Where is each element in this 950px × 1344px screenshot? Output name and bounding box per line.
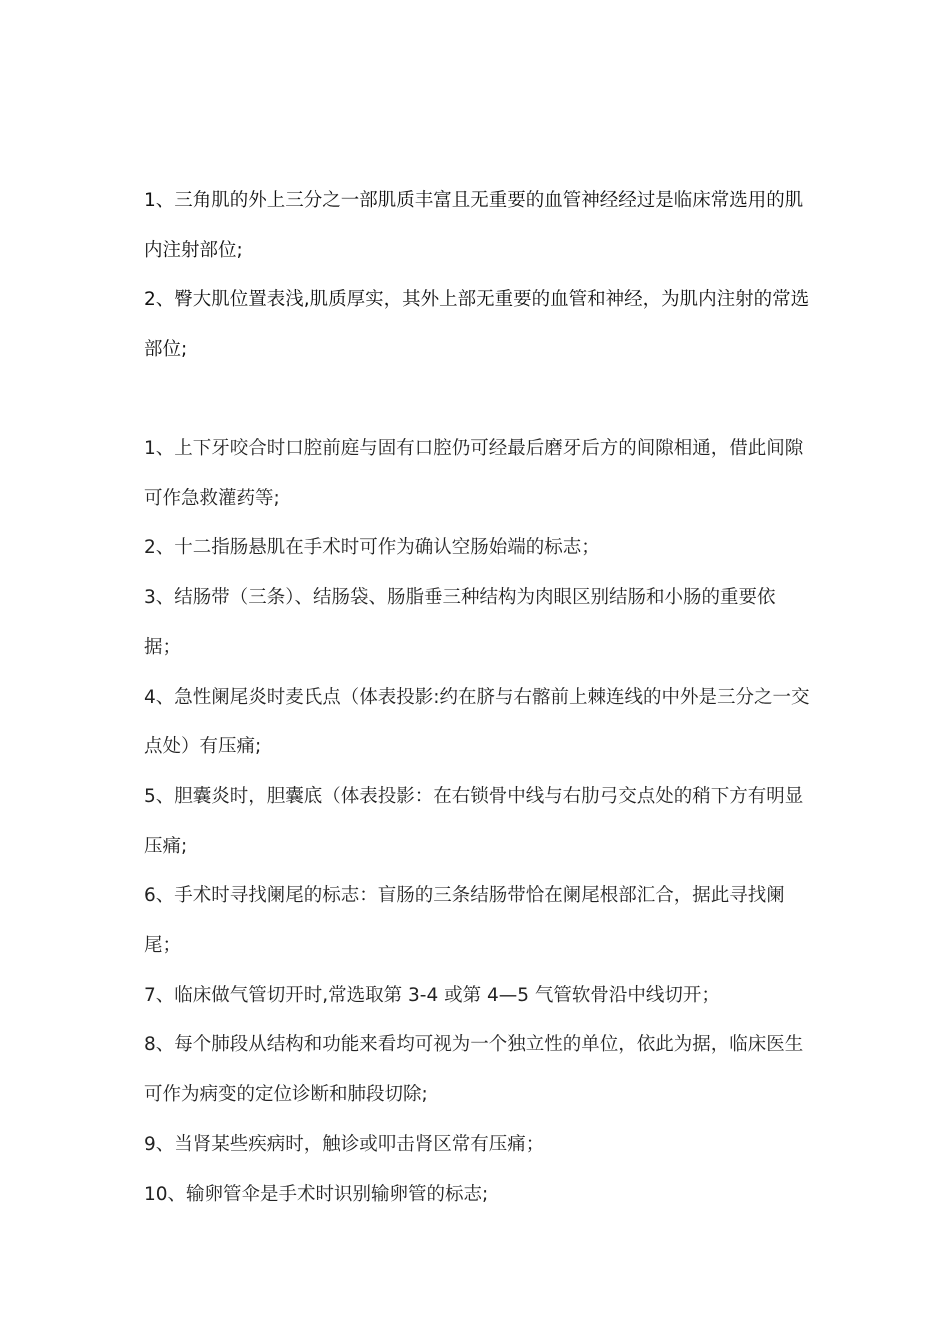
paragraph-item: 5、胆囊炎时，胆囊底（体表投影：在右锁骨中线与右肋弓交点处的稍下方有明显压痛; (144, 785, 804, 857)
paragraph-item: 4、急性阑尾炎时麦氏点（体表投影:约在脐与右髂前上棘连线的中外是三分之一交点处）有压痛; (144, 686, 810, 758)
clinical-notes-section (144, 424, 812, 1219)
paragraph-item: 2、十二指肠悬肌在手术时可作为确认空肠始端的标志； (144, 537, 600, 559)
paragraph-item: 3、结肠带（三条）、结肠袋、肠脂垂三种结构为肉眼区别结肠和小肠的重要依据； (144, 587, 776, 658)
paragraph-item: 9、当肾某些疾病时，触诊或叩击肾区常有压痛； (144, 1133, 545, 1155)
paragraph-item: 2、臀大肌位置表浅,肌质厚实，其外上部无重要的血管和神经，为肌内注射的常选部位; (144, 289, 810, 361)
paragraph-item: 8、每个肺段从结构和功能来看均可视为一个独立性的单位，依此为据，临床医生可作为病变的定位诊断和肺段切除; (144, 1034, 804, 1106)
paragraph-item: 7、临床做气管切开时,常选取第 3-4 或第 4—5 气管软骨沿中线切开； (144, 984, 720, 1006)
paragraph-item: 10、输卵管伞是手术时识别输卵管的标志; (144, 1183, 489, 1205)
upper-limb-notes-section (144, 176, 812, 375)
paragraph-item: 1、上下牙咬合时口腔前庭与固有口腔仍可经最后磨牙后方的间隙相通，借此间隙可作急救灌药等; (144, 438, 804, 509)
paragraph-item: 1、三角肌的外上三分之一部肌质丰富且无重要的血管神经经过是临床常选用的肌内注射部位; (144, 190, 804, 261)
paragraph-item: 6、手术时寻找阑尾的标志：盲肠的三条结肠带恰在阑尾根部汇合，据此寻找阑尾； (144, 885, 785, 957)
